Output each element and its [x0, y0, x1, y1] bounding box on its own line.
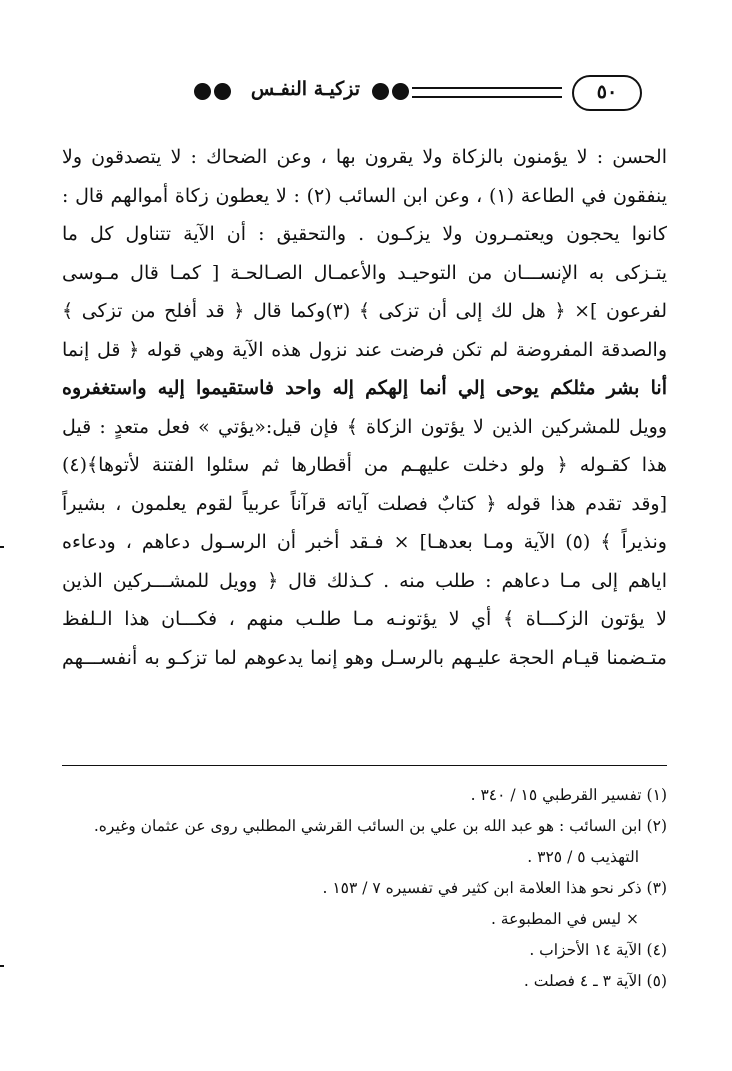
book-title: تزكيـة النفـس — [250, 78, 360, 100]
text-line: لا يؤتون الزكـــاة ﴾ أي لا يؤتونـه مـا طلـب منهم ، فكـــان هذا الـلفظ — [62, 608, 667, 630]
header-rule — [412, 87, 562, 98]
ornament-dot — [194, 83, 211, 100]
header-dots-left — [194, 83, 231, 100]
text-line: لفرعون ]× ﴿ هل لك إلى أن تزكى ﴾ (٣)وكما قال ﴿ قد أفلح من تزكى ﴾ — [62, 300, 667, 322]
page-number: ٥٠ — [572, 75, 642, 111]
margin-mark — [0, 546, 4, 548]
ornament-dot — [214, 83, 231, 100]
text-line: يتـزكى به الإنســـان من التوحيـد والأعمـال الصـالحـة [ كمـا قال مـوسى — [62, 261, 667, 284]
footnote-separator — [62, 765, 667, 766]
footnote-item: (٤) الآية ١٤ الأحزاب . — [529, 941, 667, 959]
footnotes — [62, 780, 667, 997]
text-line: متـضمنا قيـام الحجة عليـهم بالرسـل وهو إنما يدعوهم لما تزكـو به أنفســـهم — [62, 646, 667, 669]
text-line: والصدقة المفروضة لم تكن فرضت عند نزول هذه الآية وهي قوله ﴿ قل إنما — [62, 338, 667, 361]
header-dots-right — [372, 83, 409, 100]
text-line: ينفقون في الطاعة (١) ، وعن ابن السائب (٢) : لا يعطون زكاة أموالهم قال : — [62, 184, 667, 207]
footnote-continuation: التهذيب ٥ / ٣٢٥ . — [527, 848, 639, 866]
margin-mark — [0, 965, 4, 967]
text-line: [وقد تقدم هذا قوله ﴿ كتابٌ فصلت آياته قرآناً عربياً لقوم يعلمون ، بشيراً — [62, 492, 667, 515]
text-line: اياهم إلى مـا دعاهم : طلب منه . كـذلك قال ﴿ وويل للمشـــركين الذين — [62, 569, 667, 592]
ornament-dot — [372, 83, 389, 100]
footnote-item: × ليس في المطبوعة . — [490, 910, 639, 928]
text-line: ونذيراً ﴾ (٥) الآية ومـا بعدهـا] × فـقد أخبر أن الرسـول دعاهم ، ودعاءه — [62, 531, 667, 553]
text-line: وويل للمشركين الذين لا يؤتون الزكاة ﴾ فإن قيل:«يؤتي » فعل متعدٍ : قيل — [62, 415, 667, 438]
text-line: كانوا يحجون ويعتمـرون ولا يزكـون . والتحقيق : أن الآية تتناول كل ما — [62, 223, 667, 245]
main-text — [62, 138, 667, 677]
text-line: الحسن : لا يؤمنون بالزكاة ولا يقرون بها ، وعن الضحاك : لا يتصدقون ولا — [62, 146, 667, 168]
ornament-dot — [392, 83, 409, 100]
text-line: هذا كقـوله ﴿ ولو دخلت عليهـم من أقطارها ثم سئلوا الفتنة لأتوها﴾(٤) — [62, 454, 667, 476]
footnote-item: (٣) ذكر نحو هذا العلامة ابن كثير في تفسيره ٧ / ١٥٣ . — [322, 879, 667, 897]
footnote-item: (١) تفسير القرطبي ١٥ / ٣٤٠ . — [470, 786, 667, 804]
running-header — [86, 70, 646, 122]
footnote-item: (٥) الآية ٣ ـ ٤ فصلت . — [523, 972, 667, 990]
text-line: أنا بشر مثلكم يوحى إلي أنما إلهكم إله واحد فاستقيموا إليه واستغفروه — [62, 377, 667, 399]
footnote-item: (٢) ابن السائب : هو عبد الله بن علي بن السائب القرشي المطلبي روى عن عثمان وغيره. — [93, 817, 667, 835]
